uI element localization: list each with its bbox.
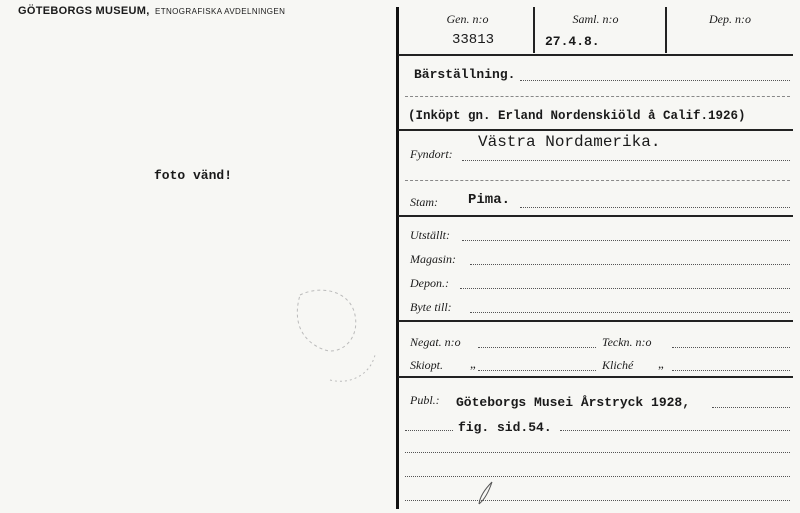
dotted-line [470,264,790,265]
dotted-line [520,80,790,81]
magasin-label: Magasin: [410,252,456,266]
dotted-line [478,347,596,348]
card-left-border [396,7,399,509]
fyndort-label: Fyndort: [410,147,453,161]
publ-label: Publ.: [410,393,440,407]
gen-label: Gen. n:o [446,12,489,26]
kliche-value: „ [658,356,664,371]
section-rule [398,129,793,131]
stam-label: Stam: [410,195,438,209]
header-divider-2 [665,7,667,53]
kliche-label: Kliché [602,358,634,372]
gen-value: 33813 [452,32,495,48]
dotted-line [405,180,790,181]
dotted-line [560,430,790,431]
fyndort-value: Västra Nordamerika. [478,133,661,151]
stam-value: Pima. [468,192,511,208]
dotted-line [672,370,790,371]
header-bottom-rule [398,54,793,56]
dotted-line [470,312,790,313]
skiopt-value: „ [470,356,476,371]
dotted-line [520,207,790,208]
pencil-mark [476,480,496,508]
stain-mark [280,280,390,390]
section-rule [398,320,793,322]
negat-label: Negat. n:o [410,335,461,349]
section-rule [398,215,793,217]
acquisition-note: (Inköpt gn. Erland Nordenskiöld å Calif.1926) [408,109,746,123]
saml-value: 27.4.8. [545,34,600,49]
dotted-line [405,96,790,97]
dotted-line [462,160,790,161]
dotted-line [672,347,790,348]
dotted-line [460,288,790,289]
museum-name: GÖTEBORGS MUSEUM, [18,5,150,17]
dotted-line [405,500,790,501]
section-rule [398,376,793,378]
department-name: ETNOGRAFISKA AVDELNINGEN [154,7,286,16]
publ-line-1: Göteborgs Musei Årstryck 1928, [456,395,691,410]
dep-label: Dep. n:o [709,12,751,26]
dotted-line [712,407,790,408]
utstallt-label: Utställt: [410,228,451,242]
teckn-label: Teckn. n:o [602,335,652,349]
object-name: Bärställning. [414,67,516,82]
publ-line-2: fig. sid.54. [458,420,552,435]
museum-heading [18,5,285,17]
header-divider-1 [533,7,535,53]
byte-label: Byte till: [410,300,452,314]
skiopt-label: Skiopt. [410,358,443,372]
photo-note: foto vänd! [154,168,233,183]
dotted-line [405,452,790,453]
dotted-line [405,476,790,477]
dotted-line [462,240,790,241]
saml-label: Saml. n:o [572,12,619,26]
dotted-line [478,370,596,371]
dotted-line [405,430,453,431]
depon-label: Depon.: [410,276,449,290]
